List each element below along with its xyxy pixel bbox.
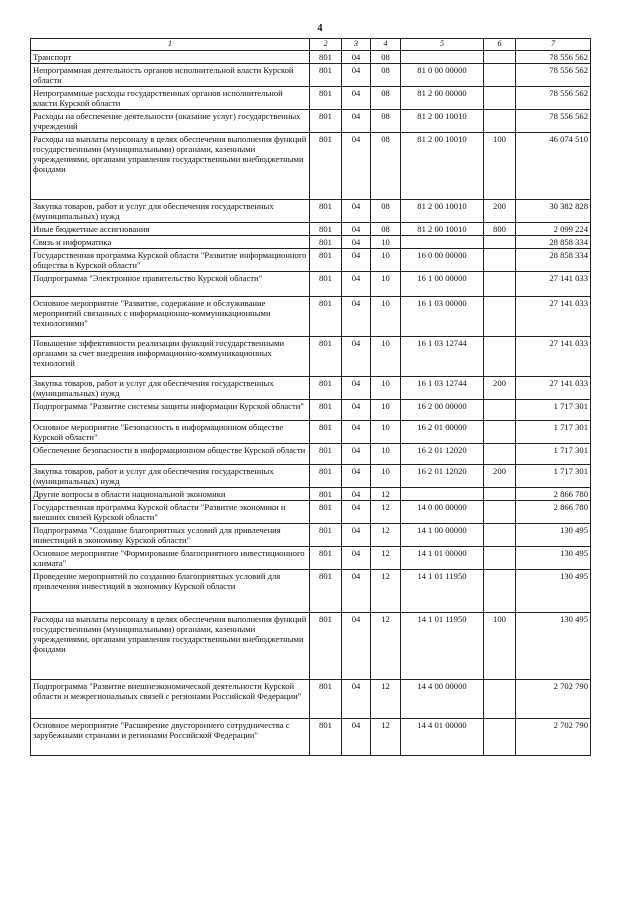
row-subsection: 12 xyxy=(371,719,401,756)
row-amount: 1 717 301 xyxy=(516,421,591,444)
row-name: Государственная программа Курской области "Развитие экономики и внешних связей Курской области" xyxy=(31,501,310,524)
row-name: Транспорт xyxy=(31,51,310,64)
row-section: 04 xyxy=(342,719,371,756)
row-name: Подпрограмма "Электронное правительство Курской области" xyxy=(31,272,310,297)
table-row xyxy=(31,444,591,465)
table-row xyxy=(31,337,591,377)
row-amount: 2 866 780 xyxy=(516,488,591,501)
row-subsection: 10 xyxy=(371,400,401,421)
row-amount: 130 495 xyxy=(516,524,591,547)
row-target: 81 2 00 10010 xyxy=(401,223,484,236)
row-section: 04 xyxy=(342,297,371,337)
row-code: 801 xyxy=(310,444,342,465)
row-code: 801 xyxy=(310,110,342,133)
row-target: 16 1 00 00000 xyxy=(401,272,484,297)
row-code: 801 xyxy=(310,501,342,524)
row-target: 16 1 03 00000 xyxy=(401,297,484,337)
header-cell: 5 xyxy=(401,39,484,51)
row-subsection: 12 xyxy=(371,501,401,524)
row-name: Подпрограмма "Развитие системы защиты информации Курской области" xyxy=(31,400,310,421)
row-expense-type xyxy=(484,272,516,297)
row-subsection: 08 xyxy=(371,223,401,236)
row-target: 16 2 00 00000 xyxy=(401,400,484,421)
page-number: 4 xyxy=(317,23,323,34)
row-section: 04 xyxy=(342,236,371,249)
row-name: Основное мероприятие "Безопасность в информационном обществе Курской области" xyxy=(31,421,310,444)
row-section: 04 xyxy=(342,64,371,87)
row-section: 04 xyxy=(342,488,371,501)
row-name: Закупка товаров, работ и услуг для обеспечения государственных (муниципальных) нужд xyxy=(31,377,310,400)
row-target: 81 2 00 10010 xyxy=(401,133,484,200)
row-target: 14 1 01 11950 xyxy=(401,613,484,680)
row-target: 81 0 00 00000 xyxy=(401,64,484,87)
row-subsection: 08 xyxy=(371,133,401,200)
row-amount: 130 495 xyxy=(516,613,591,680)
row-section: 04 xyxy=(342,133,371,200)
row-code: 801 xyxy=(310,719,342,756)
table-row xyxy=(31,501,591,524)
row-subsection: 10 xyxy=(371,377,401,400)
budget-table xyxy=(30,38,591,756)
row-name: Государственная программа Курской области "Развитие информационного общества в Курской области" xyxy=(31,249,310,272)
table-row xyxy=(31,223,591,236)
table-row xyxy=(31,421,591,444)
row-amount: 27 141 033 xyxy=(516,297,591,337)
row-target xyxy=(401,236,484,249)
header-cell: 4 xyxy=(371,39,401,51)
row-expense-type: 100 xyxy=(484,613,516,680)
row-section: 04 xyxy=(342,547,371,570)
header-row xyxy=(31,39,591,51)
row-code: 801 xyxy=(310,272,342,297)
row-code: 801 xyxy=(310,680,342,719)
row-section: 04 xyxy=(342,200,371,223)
row-section: 04 xyxy=(342,444,371,465)
row-target: 81 2 00 10010 xyxy=(401,200,484,223)
table-row xyxy=(31,524,591,547)
table-row xyxy=(31,570,591,613)
row-amount: 27 141 033 xyxy=(516,272,591,297)
row-amount: 78 556 562 xyxy=(516,87,591,110)
row-target xyxy=(401,488,484,501)
row-target: 81 2 00 10010 xyxy=(401,110,484,133)
row-amount: 1 717 301 xyxy=(516,400,591,421)
row-code: 801 xyxy=(310,377,342,400)
row-section: 04 xyxy=(342,249,371,272)
row-expense-type xyxy=(484,680,516,719)
row-section: 04 xyxy=(342,680,371,719)
row-section: 04 xyxy=(342,87,371,110)
row-amount: 2 702 790 xyxy=(516,719,591,756)
row-target xyxy=(401,51,484,64)
row-expense-type xyxy=(484,547,516,570)
row-name: Расходы на обеспечение деятельности (оказание услуг) государственных учреждений xyxy=(31,110,310,133)
row-code: 801 xyxy=(310,488,342,501)
row-expense-type xyxy=(484,524,516,547)
row-subsection: 10 xyxy=(371,444,401,465)
row-subsection: 12 xyxy=(371,570,401,613)
row-subsection: 12 xyxy=(371,524,401,547)
header-cell: 7 xyxy=(516,39,591,51)
row-amount: 27 141 033 xyxy=(516,337,591,377)
row-target: 14 4 01 00000 xyxy=(401,719,484,756)
row-code: 801 xyxy=(310,547,342,570)
table-row xyxy=(31,87,591,110)
row-subsection: 08 xyxy=(371,200,401,223)
row-code: 801 xyxy=(310,421,342,444)
row-expense-type xyxy=(484,421,516,444)
row-name: Непрограммные расходы государственных органов исполнительной власти Курской области xyxy=(31,87,310,110)
row-name: Основное мероприятие "Формирование благоприятного инвестиционного климата" xyxy=(31,547,310,570)
row-section: 04 xyxy=(342,51,371,64)
table-row xyxy=(31,200,591,223)
table-row xyxy=(31,488,591,501)
row-code: 801 xyxy=(310,400,342,421)
row-section: 04 xyxy=(342,501,371,524)
row-name: Подпрограмма "Развитие внешнеэкономической деятельности Курской области и межрегиональных связей с регионами Российской Федерации" xyxy=(31,680,310,719)
table-row xyxy=(31,547,591,570)
row-code: 801 xyxy=(310,223,342,236)
row-section: 04 xyxy=(342,524,371,547)
header-cell: 1 xyxy=(31,39,310,51)
row-expense-type: 200 xyxy=(484,465,516,488)
row-target: 16 2 01 12020 xyxy=(401,444,484,465)
row-target: 16 1 03 12744 xyxy=(401,337,484,377)
row-subsection: 12 xyxy=(371,547,401,570)
row-expense-type xyxy=(484,501,516,524)
row-expense-type xyxy=(484,444,516,465)
row-amount: 1 717 301 xyxy=(516,444,591,465)
row-amount: 78 556 562 xyxy=(516,51,591,64)
row-expense-type xyxy=(484,400,516,421)
row-subsection: 10 xyxy=(371,465,401,488)
table-row xyxy=(31,249,591,272)
row-subsection: 10 xyxy=(371,272,401,297)
row-expense-type xyxy=(484,488,516,501)
row-name: Расходы на выплаты персоналу в целях обеспечения выполнения функций государственными (муниципальными) органами, казенными учреждениями, органами управления государственными внебюджетными фондами xyxy=(31,613,310,680)
table-row xyxy=(31,236,591,249)
row-section: 04 xyxy=(342,337,371,377)
row-expense-type: 200 xyxy=(484,377,516,400)
row-expense-type xyxy=(484,249,516,272)
table-row xyxy=(31,51,591,64)
header-cell: 6 xyxy=(484,39,516,51)
row-expense-type xyxy=(484,64,516,87)
row-target: 16 0 00 00000 xyxy=(401,249,484,272)
row-target: 14 0 00 00000 xyxy=(401,501,484,524)
row-expense-type xyxy=(484,51,516,64)
row-name: Подпрограмма "Создание благоприятных условий для привлечения инвестиций в экономику Курской области" xyxy=(31,524,310,547)
row-expense-type xyxy=(484,110,516,133)
row-code: 801 xyxy=(310,200,342,223)
row-expense-type xyxy=(484,570,516,613)
row-name: Основное мероприятие "Расширение двустороннего сотрудничества с зарубежными странами и регионами Российской Федерации" xyxy=(31,719,310,756)
row-expense-type xyxy=(484,236,516,249)
row-subsection: 10 xyxy=(371,249,401,272)
row-target: 14 4 00 00000 xyxy=(401,680,484,719)
row-subsection: 12 xyxy=(371,488,401,501)
row-expense-type: 100 xyxy=(484,133,516,200)
row-section: 04 xyxy=(342,613,371,680)
row-section: 04 xyxy=(342,570,371,613)
row-subsection: 10 xyxy=(371,297,401,337)
row-section: 04 xyxy=(342,400,371,421)
row-amount: 78 556 562 xyxy=(516,110,591,133)
row-subsection: 08 xyxy=(371,51,401,64)
row-code: 801 xyxy=(310,87,342,110)
row-name: Иные бюджетные ассигнования xyxy=(31,223,310,236)
row-section: 04 xyxy=(342,110,371,133)
table-row xyxy=(31,377,591,400)
row-name: Связь и информатика xyxy=(31,236,310,249)
row-name: Закупка товаров, работ и услуг для обеспечения государственных (муниципальных) нужд xyxy=(31,465,310,488)
row-expense-type: 800 xyxy=(484,223,516,236)
row-name: Расходы на выплаты персоналу в целях обеспечения выполнения функций государственными (муниципальными) органами, казенными учреждениями, органами управления государственными внебюджетными фондами xyxy=(31,133,310,200)
row-name: Непрограммная деятельность органов исполнительной власти Курской области xyxy=(31,64,310,87)
row-amount: 28 858 334 xyxy=(516,249,591,272)
row-target: 14 1 01 11950 xyxy=(401,570,484,613)
row-expense-type xyxy=(484,337,516,377)
table-row xyxy=(31,680,591,719)
header-cell: 3 xyxy=(342,39,371,51)
table-row xyxy=(31,465,591,488)
row-expense-type xyxy=(484,719,516,756)
row-subsection: 08 xyxy=(371,64,401,87)
row-code: 801 xyxy=(310,64,342,87)
row-section: 04 xyxy=(342,465,371,488)
header-cell: 2 xyxy=(310,39,342,51)
row-amount: 1 717 301 xyxy=(516,465,591,488)
row-code: 801 xyxy=(310,249,342,272)
table-row xyxy=(31,400,591,421)
row-code: 801 xyxy=(310,337,342,377)
row-code: 801 xyxy=(310,133,342,200)
row-target: 14 1 01 00000 xyxy=(401,547,484,570)
table-row xyxy=(31,297,591,337)
row-amount: 130 495 xyxy=(516,547,591,570)
row-subsection: 10 xyxy=(371,421,401,444)
row-subsection: 10 xyxy=(371,236,401,249)
row-code: 801 xyxy=(310,236,342,249)
row-target: 14 1 00 00000 xyxy=(401,524,484,547)
row-subsection: 12 xyxy=(371,613,401,680)
row-name: Основное мероприятие "Развитие, содержание и обслуживание мероприятий связанных с информационно-коммуникационными технологиями" xyxy=(31,297,310,337)
row-target: 81 2 00 00000 xyxy=(401,87,484,110)
row-amount: 130 495 xyxy=(516,570,591,613)
row-amount: 46 074 510 xyxy=(516,133,591,200)
row-name: Другие вопросы в области национальной экономики xyxy=(31,488,310,501)
row-subsection: 12 xyxy=(371,680,401,719)
row-name: Закупка товаров, работ и услуг для обеспечения государственных (муниципальных) нужд xyxy=(31,200,310,223)
row-amount: 27 141 033 xyxy=(516,377,591,400)
table-row xyxy=(31,272,591,297)
row-expense-type xyxy=(484,87,516,110)
row-name: Проведение мероприятий по созданию благоприятных условий для привлечения инвестиций в экономику Курской области xyxy=(31,570,310,613)
row-amount: 2 866 780 xyxy=(516,501,591,524)
row-target: 16 2 01 12020 xyxy=(401,465,484,488)
row-code: 801 xyxy=(310,465,342,488)
row-code: 801 xyxy=(310,524,342,547)
row-expense-type: 200 xyxy=(484,200,516,223)
row-amount: 2 099 224 xyxy=(516,223,591,236)
row-code: 801 xyxy=(310,613,342,680)
table-row xyxy=(31,719,591,756)
row-code: 801 xyxy=(310,570,342,613)
row-expense-type xyxy=(484,297,516,337)
row-section: 04 xyxy=(342,421,371,444)
row-name: Повышение эффективности реализации функций государственными органами за счет внедрения информационно-коммуникационных технологий xyxy=(31,337,310,377)
row-section: 04 xyxy=(342,272,371,297)
row-name: Обеспечение безопасности в информационном обществе Курской области xyxy=(31,444,310,465)
row-amount: 30 382 828 xyxy=(516,200,591,223)
table-row xyxy=(31,110,591,133)
row-amount: 28 858 334 xyxy=(516,236,591,249)
table-row xyxy=(31,133,591,200)
table-row xyxy=(31,613,591,680)
table-row xyxy=(31,64,591,87)
row-section: 04 xyxy=(342,223,371,236)
row-section: 04 xyxy=(342,377,371,400)
row-code: 801 xyxy=(310,51,342,64)
row-subsection: 10 xyxy=(371,337,401,377)
row-amount: 78 556 562 xyxy=(516,64,591,87)
row-subsection: 08 xyxy=(371,110,401,133)
row-target: 16 1 03 12744 xyxy=(401,377,484,400)
row-target: 16 2 01 00000 xyxy=(401,421,484,444)
row-subsection: 08 xyxy=(371,87,401,110)
row-amount: 2 702 790 xyxy=(516,680,591,719)
row-code: 801 xyxy=(310,297,342,337)
